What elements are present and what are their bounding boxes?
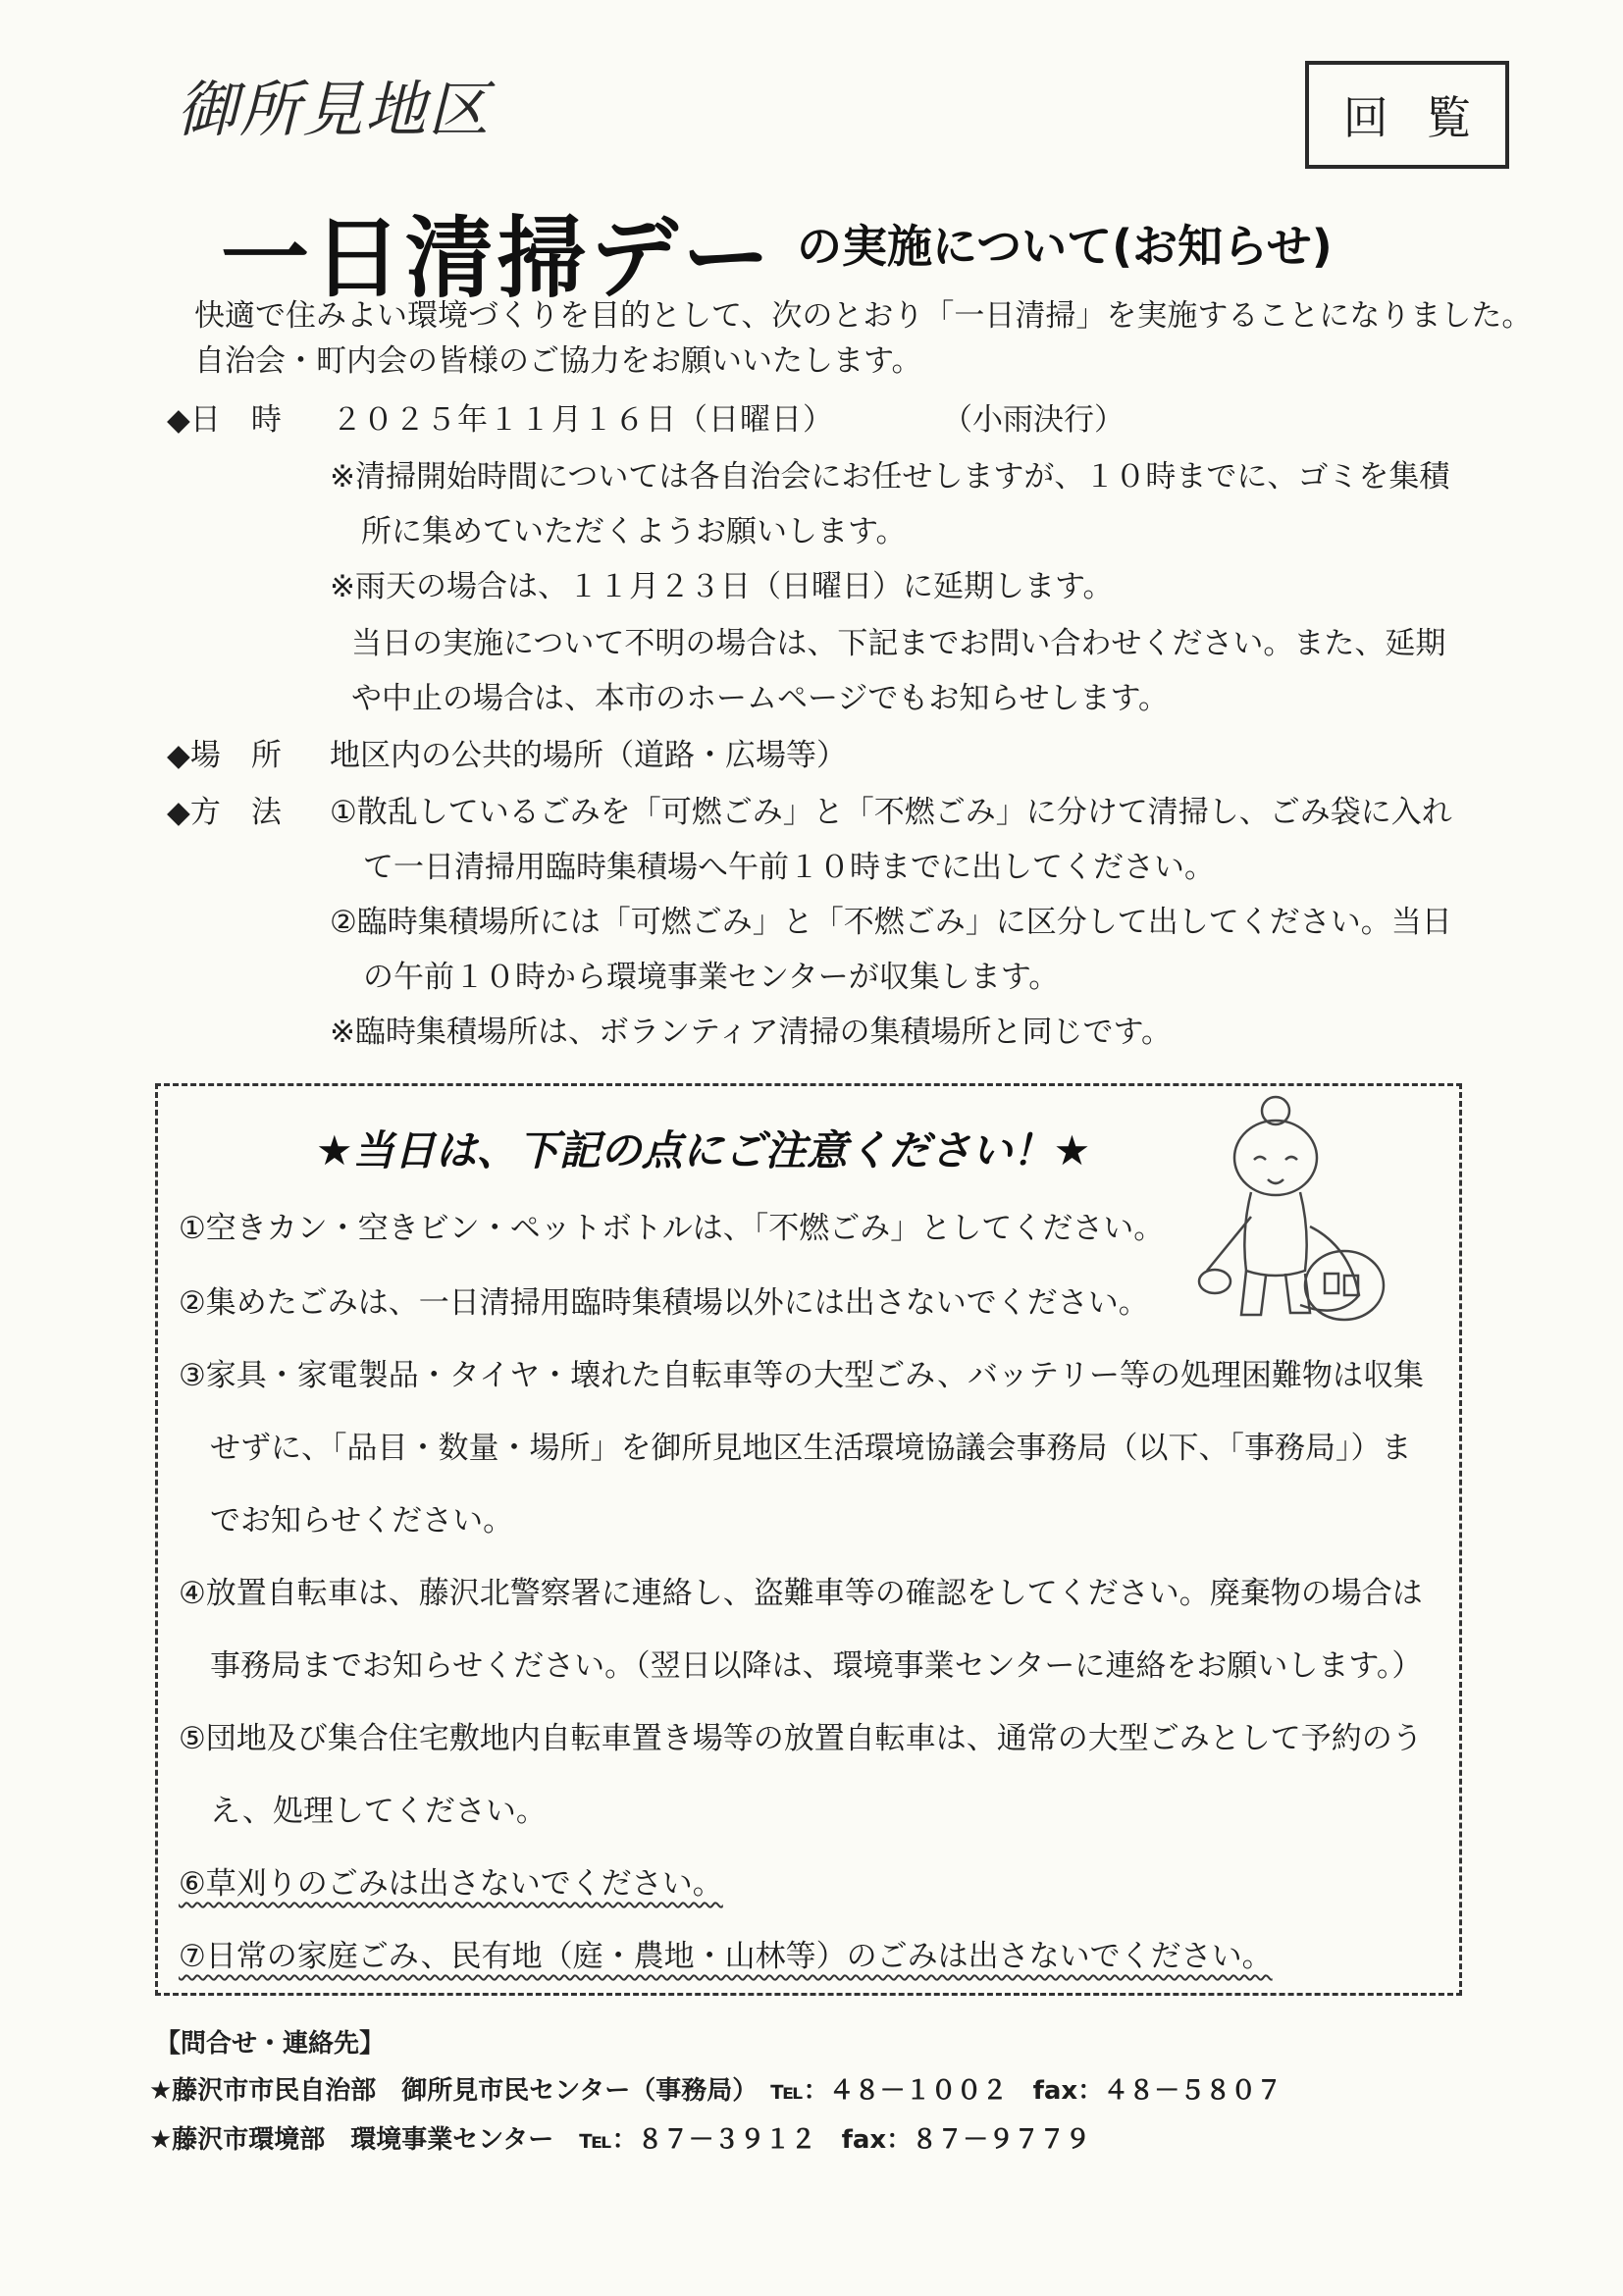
schedule-rain-note: （小雨決行） — [942, 402, 1125, 438]
caution-item: ②集めたごみは、一日清掃用臨時集積場以外には出さないでください。 — [179, 1285, 1149, 1321]
schedule-date: ２０２５年１１月１６日（日曜日） — [332, 402, 834, 438]
district-name: 御所見地区 — [177, 74, 492, 145]
caution-title: ★当日は、下記の点にご注意ください！★ — [316, 1126, 1091, 1174]
caution-item: え、処理してください。 — [210, 1794, 547, 1829]
caution-item: ⑤団地及び集合住宅敷地内自転車置き場等の放置自転車は、通常の大型ごみとして予約のう — [179, 1721, 1423, 1756]
caution-item: 事務局までお知らせください。（翌日以降は、環境事業センターに連絡をお願いします。） — [210, 1648, 1423, 1684]
schedule-note-line: 当日の実施について不明の場合は、下記までお問い合わせください。また、延期 — [351, 626, 1446, 661]
contact-row: ★藤沢市環境部 環境事業センター ℡：８７－３９１２ fax：８７－９７７９ — [149, 2125, 1091, 2155]
place-value: 地区内の公共的場所（道路・広場等） — [330, 738, 847, 773]
method-line: ②臨時集積場所には「可燃ごみ」と「不燃ごみ」に区分して出してください。当日 — [330, 905, 1452, 940]
caution-item: でお知らせください。 — [210, 1503, 514, 1539]
method-line: の午前１０時から環境事業センターが収集します。 — [363, 960, 1060, 995]
method-line: て一日清掃用臨時集積場へ午前１０時までに出してください。 — [363, 850, 1215, 885]
circulation-stamp-label: 回 覧 — [1342, 91, 1484, 144]
page-subtitle: の実施について(お知らせ) — [797, 220, 1333, 273]
caution-item: ①空きカン・空きビン・ペットボトルは、「不燃ごみ」としてください。 — [179, 1211, 1165, 1246]
method-line: ①散乱しているごみを「可燃ごみ」と「不燃ごみ」に分けて清掃し、ごみ袋に入れ — [330, 795, 1452, 830]
schedule-note-line: ※雨天の場合は、１１月２３日（日曜日）に延期します。 — [330, 569, 1114, 604]
caution-item: せずに、「品目・数量・場所」を御所見地区生活環境協議会事務局（以下、「事務局」）ま — [210, 1431, 1412, 1466]
contact-heading: 【問合せ・連絡先】 — [155, 2029, 386, 2059]
schedule-note-line: ※清掃開始時間については各自治会にお任せしますが、１０時までに、ゴミを集積 — [330, 459, 1450, 495]
schedule-note-line: や中止の場合は、本市のホームページでもお知らせします。 — [351, 681, 1169, 716]
place-label: ◆場 所 — [167, 738, 282, 773]
cleaning-mascot-icon — [1197, 1089, 1413, 1344]
intro-line-2: 自治会・町内会の皆様のご協力をお願いいたします。 — [194, 343, 922, 379]
schedule-label: ◆日 時 — [167, 402, 282, 438]
page-title: 一日清掃デー — [221, 207, 774, 310]
contact-row: ★藤沢市市民自治部 御所見市民センター（事務局） ℡：４８－１００２ fax：４８－５８０７ — [149, 2076, 1283, 2106]
caution-item: ④放置自転車は、藤沢北警察署に連絡し、盗難車等の確認をしてください。廃棄物の場合は — [179, 1576, 1423, 1611]
schedule-note-line: 所に集めていただくようお願いします。 — [361, 514, 907, 549]
intro-line-1: 快適で住みよい環境づくりを目的として、次のとおり「一日清掃」を実施することになりました。 — [194, 298, 1533, 334]
caution-item: ⑥草刈りのごみは出さないでください。 — [179, 1866, 723, 1902]
method-line: ※臨時集積場所は、ボランティア清掃の集積場所と同じです。 — [330, 1015, 1173, 1050]
caution-item: ⑦日常の家庭ごみ、民有地（庭・農地・山林等）のごみは出さないでください。 — [179, 1939, 1273, 1974]
caution-item: ③家具・家電製品・タイヤ・壊れた自転車等の大型ごみ、バッテリー等の処理困難物は収集 — [179, 1358, 1425, 1393]
method-label: ◆方 法 — [167, 795, 282, 830]
circulation-stamp — [1305, 61, 1509, 169]
